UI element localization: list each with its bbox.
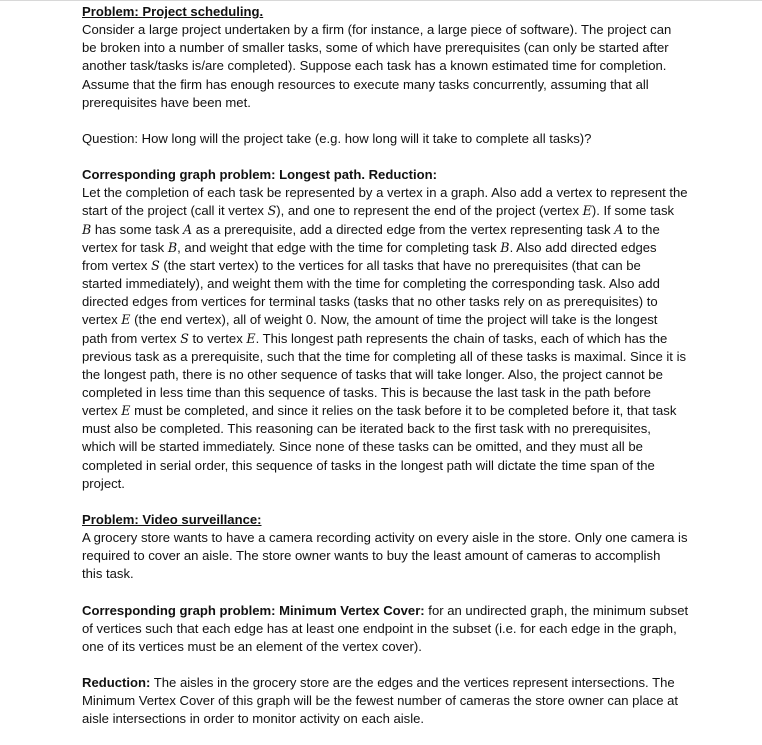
reduction-line: completed in less time than this sequence of tasks. This is because the last task in the path before: [82, 384, 651, 400]
vertex-cover-heading: Corresponding graph problem: Minimum Vertex Cover:: [82, 602, 425, 618]
longest-path-reduction: [82, 184, 710, 493]
reduction-line: started immediately), and weight them with the time for completing the corresponding task. Also add: [82, 276, 660, 292]
vertex-s: S: [151, 257, 160, 273]
project-scheduling-body: [82, 21, 710, 112]
reduction-line: Let the completion of each task be represented by a vertex in a graph. Also add a vertex to represent the: [82, 185, 688, 201]
vertex-e: E: [246, 330, 256, 346]
reduction-line: must also be completed. This reasoning can be iterated back to the first task with no prerequisites,: [82, 421, 651, 437]
vertex-e: E: [121, 312, 131, 328]
reduction-line: the longest path, there is no other sequence of tasks that will take longer. Also, the project cannot be: [82, 366, 663, 382]
reduction-label: Reduction:: [82, 675, 151, 690]
definition-line: of vertices such that each edge has at least one endpoint in the subset (i.e. for each edge in the graph,: [82, 620, 677, 636]
definition-line: Corresponding graph problem: Minimum Vertex Cover: for an undirected graph, the minimum subset: [82, 602, 689, 618]
vertex-b: B: [500, 239, 510, 255]
reduction-line: which will be started immediately. Since none of these tasks can be omitted, and they must all be: [82, 439, 643, 455]
longest-path-heading: Corresponding graph problem: Longest path. Reduction:: [82, 167, 437, 183]
body-line: A grocery store wants to have a camera recording activity on every aisle in the store. Only one camera is: [82, 530, 688, 546]
reduction-line: directed edges from vertices for terminal tasks (tasks that no other tasks rely on as prerequisites) to: [82, 294, 658, 310]
reduction-line: from vertex S (the start vertex) to the vertices for all tasks that have no prerequisites (that can be: [82, 257, 641, 273]
body-line: Consider a large project undertaken by a firm (for instance, a large piece of software). The project can: [82, 22, 672, 38]
vertex-a: A: [614, 221, 624, 237]
definition-line: one of its vertices must be an element of the vertex cover).: [82, 638, 422, 654]
vertex-b: B: [167, 239, 178, 255]
page-top-border: [0, 0, 762, 1]
project-scheduling-heading: Problem: Project scheduling.: [82, 4, 264, 19]
document-page: [82, 3, 710, 728]
body-line: be broken into a number of smaller tasks, some of which have prerequisites (can only be started after: [82, 40, 669, 56]
vertex-a: A: [182, 221, 193, 237]
vertex-s: S: [267, 203, 277, 219]
vertex-b: B: [82, 221, 92, 237]
reduction-line: vertex E (the end vertex), all of weight 0. Now, the amount of time the project will take is the longest: [82, 312, 658, 328]
body-line: another task/tasks is/are completed). Suppose each task has a known estimated time for completion.: [82, 58, 667, 74]
reduction-line: path from vertex S to vertex E. This longest path represents the chain of tasks, each of which has the: [82, 330, 668, 346]
body-line: Assume that the firm has enough resources to execute many tasks concurrently, assuming that all: [82, 76, 649, 92]
body-line: this task.: [82, 566, 134, 582]
vertex-cover-reduction: [82, 674, 710, 728]
reduction-line: project.: [82, 475, 125, 491]
reduction-line: Reduction: The aisles in the grocery store are the edges and the vertices represent intersections. The: [82, 675, 675, 690]
reduction-line: start of the project (call it vertex S), and one to represent the end of the project (vertex E). If some task: [82, 203, 675, 219]
vertex-e: E: [582, 203, 592, 219]
reduction-line: vertex E must be completed, and since it relies on the task before it to be completed before it, that task: [82, 403, 677, 419]
body-line: required to cover an aisle. The store owner wants to buy the least amount of cameras to accomplish: [82, 548, 661, 564]
reduction-line: B has some task A as a prerequisite, add a directed edge from the vertex representing task A to the: [82, 221, 660, 237]
vertex-s: S: [180, 330, 189, 346]
reduction-line: Minimum Vertex Cover of this graph will be the fewest number of cameras the store owner can place at: [82, 693, 679, 709]
video-surveillance-heading: Problem: Video surveillance:: [82, 511, 262, 527]
video-surveillance-body: [82, 529, 710, 583]
vertex-e: E: [121, 403, 131, 419]
reduction-line: aisle intersections in order to monitor activity on each aisle.: [82, 711, 425, 727]
reduction-line: vertex for task B, and weight that edge with the time for completing task B. Also add directed edges: [82, 239, 657, 255]
body-line: prerequisites have been met.: [82, 94, 251, 110]
reduction-line: completed in serial order, this sequence of tasks in the longest path will dictate the time span of the: [82, 457, 655, 473]
project-question: Question: How long will the project take (e.g. how long will it take to complete all tasks)?: [82, 130, 592, 146]
vertex-cover-definition: [82, 602, 710, 656]
reduction-line: previous task as a prerequisite, such that the time for completing all of these tasks is maximal. Since it is: [82, 348, 687, 364]
